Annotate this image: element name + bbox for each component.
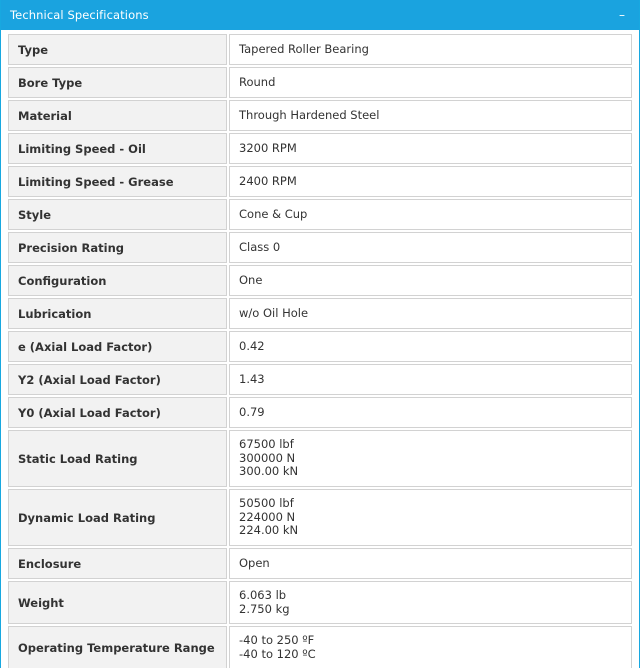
spec-row	[8, 265, 632, 296]
spec-row	[8, 397, 632, 428]
spec-row	[8, 364, 632, 395]
spec-value-line: 6.063 lb	[239, 588, 287, 602]
spec-value	[229, 430, 632, 487]
spec-label: Y2 (Axial Load Factor)	[8, 364, 227, 395]
spec-row	[8, 199, 632, 230]
spec-row	[8, 548, 632, 579]
spec-label: Limiting Speed - Grease	[8, 166, 227, 197]
spec-value-line: 224.00 kN	[239, 523, 299, 538]
spec-label: Limiting Speed - Oil	[8, 133, 227, 164]
specs-table	[6, 32, 634, 668]
spec-value	[229, 364, 632, 395]
spec-row	[8, 430, 632, 487]
spec-row	[8, 489, 632, 546]
spec-label: Enclosure	[8, 548, 227, 579]
spec-value-line: Open	[239, 555, 270, 570]
spec-value	[229, 265, 632, 296]
minus-icon[interactable]: –	[619, 8, 625, 22]
spec-value	[229, 34, 632, 65]
spec-value-line: 0.79	[239, 404, 265, 419]
spec-value	[229, 397, 632, 428]
spec-value-line: Cone & Cup	[239, 206, 308, 221]
spec-label: Y0 (Axial Load Factor)	[8, 397, 227, 428]
specs-table-body	[8, 34, 632, 668]
spec-value	[229, 133, 632, 164]
panel-title: Technical Specifications	[10, 8, 149, 22]
spec-row	[8, 67, 632, 98]
spec-value-line: 3200 RPM	[239, 140, 297, 155]
spec-label: Operating Temperature Range	[8, 626, 227, 668]
spec-value	[229, 166, 632, 197]
spec-row	[8, 34, 632, 65]
spec-value-line: 67500 lbf	[239, 437, 294, 452]
spec-value-line: 300000 N	[239, 450, 296, 465]
spec-label: Bore Type	[8, 67, 227, 98]
spec-row	[8, 166, 632, 197]
spec-label: Lubrication	[8, 298, 227, 329]
spec-label: Style	[8, 199, 227, 230]
spec-value-line: 224000 N	[239, 509, 296, 524]
spec-value-line: 2.750 kg	[239, 601, 290, 616]
spec-value-line: 0.42	[239, 338, 265, 353]
spec-value-line: 2400 RPM	[239, 173, 297, 188]
spec-value-line: Through Hardened Steel	[239, 107, 380, 122]
spec-row	[8, 581, 632, 624]
spec-value	[229, 100, 632, 131]
spec-value	[229, 581, 632, 624]
spec-value-line: One	[239, 272, 263, 287]
spec-row	[8, 626, 632, 668]
spec-label: Type	[8, 34, 227, 65]
spec-value-line: Tapered Roller Bearing	[239, 41, 369, 56]
spec-label: e (Axial Load Factor)	[8, 331, 227, 362]
spec-row	[8, 298, 632, 329]
spec-value	[229, 199, 632, 230]
spec-value-line: Class 0	[239, 239, 281, 254]
spec-label: Dynamic Load Rating	[8, 489, 227, 546]
spec-label: Configuration	[8, 265, 227, 296]
spec-label: Weight	[8, 581, 227, 624]
spec-value	[229, 67, 632, 98]
spec-value	[229, 232, 632, 263]
spec-label: Static Load Rating	[8, 430, 227, 487]
panel-header[interactable]	[1, 0, 639, 30]
spec-value	[229, 489, 632, 546]
spec-value-line: 300.00 kN	[239, 464, 299, 479]
spec-value-line: -40 to 250 ºF	[239, 633, 315, 647]
spec-row	[8, 232, 632, 263]
spec-value	[229, 331, 632, 362]
spec-value-line: w/o Oil Hole	[239, 305, 309, 320]
spec-value-line: 50500 lbf	[239, 496, 294, 511]
spec-value	[229, 298, 632, 329]
spec-value-line: -40 to 120 ºC	[239, 646, 316, 661]
spec-value	[229, 548, 632, 579]
spec-value-line: Round	[239, 74, 276, 89]
specs-table-wrapper	[1, 30, 639, 668]
spec-label: Precision Rating	[8, 232, 227, 263]
spec-row	[8, 100, 632, 131]
spec-value	[229, 626, 632, 668]
spec-row	[8, 133, 632, 164]
spec-label: Material	[8, 100, 227, 131]
spec-value-line: 1.43	[239, 371, 265, 386]
spec-row	[8, 331, 632, 362]
